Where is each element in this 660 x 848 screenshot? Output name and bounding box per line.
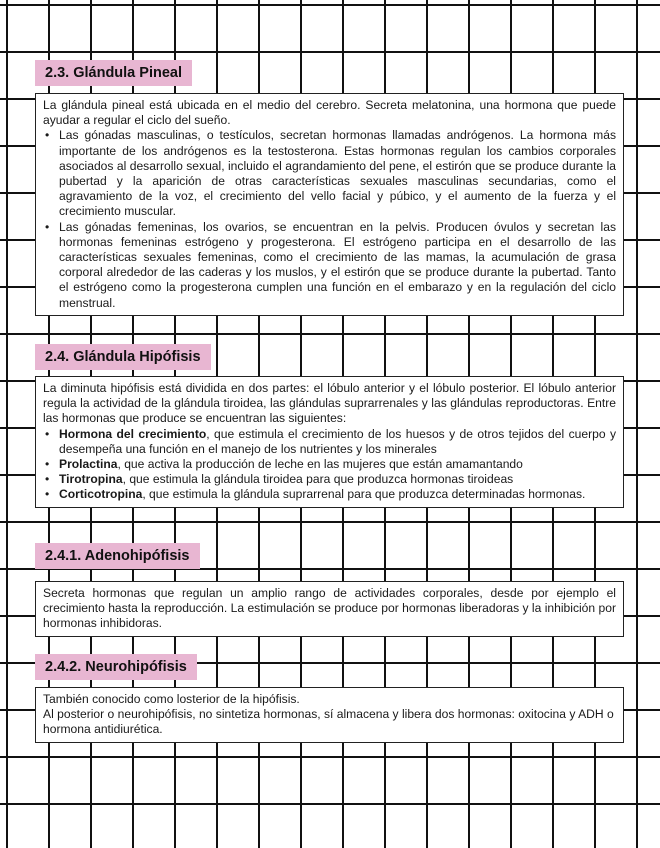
hormone-desc: , que activa la producción de leche en las mujeres que están amamantando (117, 457, 523, 472)
hormone-desc: , que estimula el crecimiento de los huesos y de otros tejidos del cuerpo y desempeña una función en el manejo de los nutrientes y los minerales (59, 426, 616, 456)
list-item: • Las gónadas femeninas, los ovarios, se encuentran en la pelvis. Producen óvulos y secretan las hormonas femeninas estrógeno y progesterona. El estrógeno participa en el desarrollo de las características sexuales femeninas, como el crecimiento de las mamas, la acumulación de grasa corporal alrededor de las caderas y los muslos, y el estirón que se produce durante la pubertad. Tanto el estrógeno como la progesterona cumplen una función en el embarazo y en la regulación del ciclo menstrual. (59, 220, 616, 311)
adenohipofisis-text: Secreta hormonas que regulan un amplio rango de actividades corporales, desde por ejemplo el crecimiento hasta la reproducción. La estimulación se produce por hormonas liberadoras y la inhibición por hormonas inhibidoras. (43, 586, 616, 631)
list-item (59, 472, 616, 487)
section-title-hipofisis: 2.4. Glándula Hipófisis (35, 344, 211, 370)
hormone-term: Tirotropina (59, 472, 123, 487)
neurohipofisis-line-2: Al posterior o neurohipófisis, no sintetiza hormonas, sí almacena y libera dos hormonas: oxitocina y ADH o hormona antidiurética. (43, 707, 614, 737)
section-title-adenohipofisis: 2.4.1. Adenohipófisis (35, 543, 200, 569)
hipofisis-content-box (35, 376, 624, 508)
section-title-pineal: 2.3. Glándula Pineal (35, 60, 192, 86)
pineal-content-box (35, 93, 624, 316)
list-item (59, 487, 616, 502)
neurohipofisis-line-1: También conocido como losterior de la hipófisis. (43, 692, 300, 706)
hormone-term: Prolactina (59, 457, 118, 472)
hormone-term: Hormona del crecimiento (59, 426, 207, 441)
hormone-term: Corticotropina (59, 487, 143, 502)
hormone-desc: , que estimula la glándula tiroidea para que produzca hormonas tiroideas (122, 472, 514, 487)
pineal-bullet-list (43, 128, 616, 310)
hormone-desc: , que estimula la glándula suprarrenal para que produzca determinadas hormonas. (142, 487, 586, 502)
hormone-list (43, 427, 616, 503)
pineal-intro: La glándula pineal está ubicada en el medio del cerebro. Secreta melatonina, una hormona que puede ayudar a regular el ciclo del sueño. (43, 98, 616, 128)
list-item: • Las gónadas masculinas, o testículos, secretan hormonas llamadas andrógenos. La hormona más importante de los andrógenos es la testosterona. Estas hormonas regulan los cambios corporales asociados al desarrollo sexual, incluido el agrandamiento del pene, el estirón que se produce durante la pubertad y la aparición de otras características sexuales masculinas secundarias, como el agravamiento de la voz, el crecimiento del vello facial y púbico, y el aumento de la fuerza y el crecimiento muscular. (59, 128, 616, 219)
neurohipofisis-content-box (35, 687, 624, 743)
adenohipofisis-content-box (35, 581, 624, 637)
section-title-neurohipofisis: 2.4.2. Neurohipófisis (35, 654, 197, 680)
list-item (59, 427, 616, 457)
hipofisis-intro: La diminuta hipófisis está dividida en dos partes: el lóbulo anterior y el lóbulo posterior. El lóbulo anterior regula la actividad de la glándula tiroidea, las glándulas suprarrenales y las glándulas reproductoras. Entre las hormonas que produce se encuentran las siguientes: (43, 381, 616, 426)
list-item (59, 457, 616, 472)
